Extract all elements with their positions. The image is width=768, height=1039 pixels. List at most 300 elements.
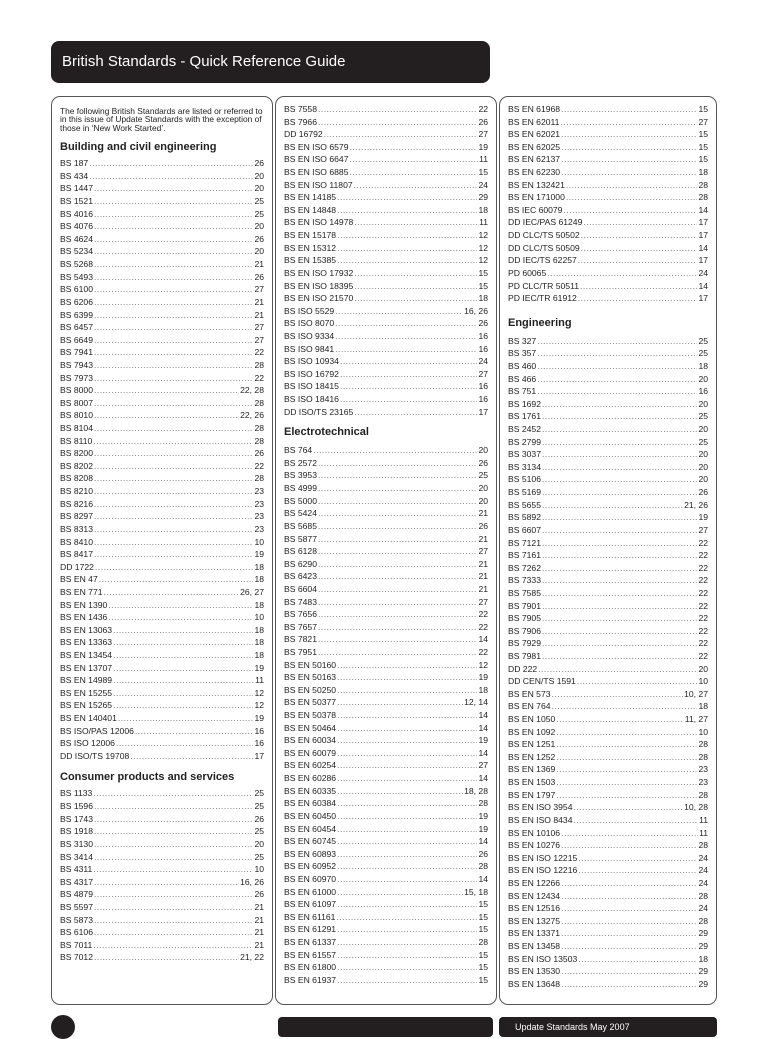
leader-dots xyxy=(561,902,697,915)
list-item xyxy=(284,621,488,634)
leader-dots xyxy=(556,751,697,764)
page-reference: 27 xyxy=(698,524,708,535)
list-item xyxy=(284,646,488,659)
standard-code: DD CEN/TS 1591 xyxy=(508,676,576,687)
page-reference: 15 xyxy=(478,962,488,973)
list-item xyxy=(284,747,488,760)
standard-code: BS 3953 xyxy=(284,470,317,481)
leader-dots xyxy=(324,128,478,141)
leader-dots xyxy=(577,675,698,688)
page-reference: 21 xyxy=(478,558,488,569)
page-reference: 22 xyxy=(698,638,708,649)
list-item xyxy=(284,128,488,141)
standard-code: BS EN 60745 xyxy=(284,836,337,847)
page-reference: 19 xyxy=(254,713,264,724)
leader-dots xyxy=(318,482,477,495)
list-item xyxy=(284,317,488,330)
list-item xyxy=(284,936,488,949)
page-reference: 23 xyxy=(254,498,264,509)
leader-dots xyxy=(94,536,253,549)
list-item xyxy=(508,254,708,267)
list-item xyxy=(508,890,708,903)
standard-code: BS 1743 xyxy=(60,813,93,824)
list-item xyxy=(508,726,708,739)
list-item xyxy=(60,548,264,561)
standard-code: BS EN 1092 xyxy=(508,726,556,737)
page-reference: 23 xyxy=(254,523,264,534)
page-reference: 15 xyxy=(698,154,708,165)
list-item xyxy=(284,191,488,204)
page-reference: 21 xyxy=(478,583,488,594)
leader-dots xyxy=(337,823,477,836)
standard-code: BS ISO 18416 xyxy=(284,394,339,405)
page-reference: 20 xyxy=(254,221,264,232)
list-item xyxy=(508,915,708,928)
standard-code: BS EN 61557 xyxy=(284,949,337,960)
list-item xyxy=(60,573,264,586)
list-item xyxy=(508,688,708,701)
page-reference: 26 xyxy=(478,520,488,531)
leader-dots xyxy=(542,637,697,650)
standard-code: BS ISO 18415 xyxy=(284,381,339,392)
page-reference: 27 xyxy=(698,116,708,127)
leader-dots xyxy=(561,940,697,953)
page-reference: 10 xyxy=(254,864,264,875)
list-item xyxy=(284,229,488,242)
leader-dots xyxy=(561,978,697,991)
leader-dots xyxy=(556,776,697,789)
standard-code: BS ISO 9334 xyxy=(284,330,335,341)
standard-code: BS 8104 xyxy=(60,423,93,434)
leader-dots xyxy=(104,586,240,599)
leader-dots xyxy=(542,423,697,436)
column-2 xyxy=(275,96,497,1005)
list-item xyxy=(284,785,488,798)
standard-code: BS IEC 60079 xyxy=(508,204,563,215)
page-reference: 22 xyxy=(698,550,708,561)
list-item xyxy=(60,825,264,838)
standard-code: BS ISO 16792 xyxy=(284,368,339,379)
standard-code: BS 5493 xyxy=(60,271,93,282)
page-reference: 22 xyxy=(254,372,264,383)
list-item xyxy=(60,296,264,309)
standard-code: BS 7585 xyxy=(508,587,541,598)
page-reference: 27 xyxy=(254,284,264,295)
list-item xyxy=(284,216,488,229)
standard-code: BS 6423 xyxy=(284,571,317,582)
leader-dots xyxy=(94,296,253,309)
standard-code: BS 7483 xyxy=(284,596,317,607)
list-item xyxy=(60,208,264,221)
leader-dots xyxy=(94,548,253,561)
leader-dots xyxy=(354,292,477,305)
list-item xyxy=(508,128,708,141)
leader-dots xyxy=(542,524,697,537)
page-reference: 28 xyxy=(254,435,264,446)
leader-dots xyxy=(318,633,477,646)
list-item xyxy=(508,499,708,512)
page-reference: 20 xyxy=(478,483,488,494)
page-reference: 26 xyxy=(254,158,264,169)
leader-dots xyxy=(560,116,697,129)
list-item xyxy=(508,650,708,663)
list-item xyxy=(508,902,708,915)
page-reference: 20 xyxy=(698,373,708,384)
standard-code: BS EN 61161 xyxy=(284,911,336,922)
standard-code: BS EN 62230 xyxy=(508,167,561,178)
list-item xyxy=(60,662,264,675)
leader-dots xyxy=(94,182,253,195)
list-item xyxy=(60,586,264,599)
page-reference: 25 xyxy=(254,826,264,837)
standard-code: BS EN ISO 13503 xyxy=(508,953,578,964)
page-reference: 19 xyxy=(254,549,264,560)
list-item xyxy=(508,814,708,827)
page-reference: 21 xyxy=(254,939,264,950)
page-reference: 12, 14 xyxy=(464,697,488,708)
leader-dots xyxy=(542,461,697,474)
page-reference: 22 xyxy=(698,600,708,611)
standard-code: BS 1521 xyxy=(60,196,93,207)
leader-dots xyxy=(94,384,239,397)
standard-code: BS EN ISO 12215 xyxy=(508,852,578,863)
leader-dots xyxy=(561,927,697,940)
standard-code: BS 8000 xyxy=(60,385,93,396)
list-item xyxy=(508,216,708,229)
standard-code: BS EN 61968 xyxy=(508,104,561,114)
leader-dots xyxy=(574,814,699,827)
list-item xyxy=(508,537,708,550)
page-reference: 14 xyxy=(478,873,488,884)
page-number-badge xyxy=(51,1015,75,1039)
list-item xyxy=(508,166,708,179)
page-reference: 21 xyxy=(254,914,264,925)
leader-dots xyxy=(561,103,697,116)
leader-dots xyxy=(94,838,253,851)
page-reference: 25 xyxy=(698,436,708,447)
leader-dots xyxy=(340,393,477,406)
leader-dots xyxy=(561,877,697,890)
page-reference: 29 xyxy=(698,941,708,951)
page-reference: 28 xyxy=(698,192,708,203)
list-item xyxy=(60,384,264,397)
list-item xyxy=(508,713,708,726)
leader-dots xyxy=(337,242,477,255)
leader-dots xyxy=(108,611,253,624)
list-item xyxy=(284,709,488,722)
standard-code: BS EN 62025 xyxy=(508,141,561,152)
standard-code: BS 5268 xyxy=(60,259,93,270)
list-item xyxy=(508,473,708,486)
standard-code: PD 60065 xyxy=(508,267,547,278)
page-reference: 18, 28 xyxy=(464,785,488,796)
page-reference: 20 xyxy=(478,445,488,456)
entries-col3-top xyxy=(508,103,708,305)
standard-code: BS 3037 xyxy=(508,449,541,460)
standard-code: DD CLC/TS 50502 xyxy=(508,230,580,241)
page-reference: 24 xyxy=(698,877,708,888)
list-item xyxy=(60,359,264,372)
list-item xyxy=(284,848,488,861)
page-reference: 18 xyxy=(698,953,708,964)
page-reference: 14 xyxy=(698,204,708,215)
list-item xyxy=(284,343,488,356)
standard-code: BS 4624 xyxy=(60,233,93,244)
leader-dots xyxy=(113,624,253,637)
standard-code: BS 1447 xyxy=(60,183,93,194)
list-item xyxy=(60,939,264,952)
leader-dots xyxy=(94,523,253,536)
list-item xyxy=(60,674,264,687)
page-reference: 15 xyxy=(478,899,488,910)
list-item xyxy=(508,827,708,840)
list-item xyxy=(508,347,708,360)
standard-code: BS EN 13454 xyxy=(60,649,113,660)
leader-dots xyxy=(542,436,697,449)
page-reference: 25 xyxy=(698,335,708,346)
leader-dots xyxy=(318,495,477,508)
page-reference: 26 xyxy=(478,318,488,329)
leader-dots xyxy=(337,671,477,684)
standard-code: BS 187 xyxy=(60,158,89,169)
list-item xyxy=(508,436,708,449)
page-reference: 21 xyxy=(254,901,264,912)
leader-dots xyxy=(318,520,477,533)
page-reference: 14 xyxy=(478,710,488,721)
page-reference: 23 xyxy=(698,777,708,788)
list-item xyxy=(508,179,708,192)
list-item xyxy=(284,305,488,318)
standard-code: BS 4999 xyxy=(284,483,317,494)
leader-dots xyxy=(94,510,253,523)
leader-dots xyxy=(94,851,253,864)
list-item xyxy=(284,116,488,129)
page-reference: 22 xyxy=(698,537,708,548)
leader-dots xyxy=(537,347,697,360)
standard-code: BS EN 1503 xyxy=(508,777,556,788)
list-item xyxy=(60,472,264,485)
page-reference: 18 xyxy=(254,599,264,610)
leader-dots xyxy=(561,839,697,852)
leader-dots xyxy=(581,229,698,242)
standard-code: BS EN ISO 21570 xyxy=(284,293,354,304)
leader-dots xyxy=(108,599,253,612)
leader-dots xyxy=(94,800,253,813)
leader-dots xyxy=(337,229,477,242)
leader-dots xyxy=(89,170,253,183)
standard-code: BS 5655 xyxy=(508,499,541,510)
standard-code: BS 7905 xyxy=(508,613,541,624)
standard-code: BS EN 14848 xyxy=(284,204,337,215)
leader-dots xyxy=(94,283,253,296)
list-item xyxy=(284,280,488,293)
leader-dots xyxy=(94,208,253,221)
page-reference: 17 xyxy=(698,230,708,241)
list-item xyxy=(60,435,264,448)
list-item xyxy=(508,953,708,966)
page-reference: 26 xyxy=(254,271,264,282)
page-reference: 26 xyxy=(698,487,708,498)
list-item xyxy=(60,750,264,763)
standard-code: BS EN 50377 xyxy=(284,697,337,708)
list-item xyxy=(284,482,488,495)
leader-dots xyxy=(337,204,477,217)
list-item xyxy=(60,321,264,334)
page-reference: 26 xyxy=(254,813,264,824)
list-item xyxy=(60,258,264,271)
standard-code: BS EN 1797 xyxy=(508,789,556,800)
page-reference: 16, 26 xyxy=(240,876,264,887)
list-item xyxy=(60,712,264,725)
list-item xyxy=(508,587,708,600)
list-item xyxy=(284,533,488,546)
standard-code: BS ISO 9841 xyxy=(284,343,335,354)
page-reference: 22 xyxy=(478,646,488,657)
standard-code: BS 6106 xyxy=(60,927,93,938)
list-item xyxy=(284,267,488,280)
page-reference: 17 xyxy=(254,750,264,761)
footer-label: Update Standards May 2007 xyxy=(499,1017,717,1037)
list-item xyxy=(60,838,264,851)
leader-dots xyxy=(94,876,239,889)
list-item xyxy=(508,965,708,978)
standard-code: BS EN 764 xyxy=(508,701,551,712)
leader-dots xyxy=(318,545,477,558)
standard-code: BS 7906 xyxy=(508,625,541,636)
page-reference: 19 xyxy=(698,512,708,523)
list-item xyxy=(508,625,708,638)
leader-dots xyxy=(578,852,697,865)
standard-code: BS EN 61000 xyxy=(284,886,337,897)
page-reference: 15 xyxy=(478,267,488,278)
page-reference: 15 xyxy=(478,280,488,291)
list-item xyxy=(60,372,264,385)
list-item xyxy=(508,116,708,129)
leader-dots xyxy=(94,409,239,422)
page-reference: 18 xyxy=(698,701,708,712)
leader-dots xyxy=(354,216,478,229)
page-reference: 12 xyxy=(254,700,264,711)
standard-code: BS EN 132421 xyxy=(508,179,565,190)
page-reference: 28 xyxy=(698,890,708,901)
standard-code: BS EN 60450 xyxy=(284,810,337,821)
standard-code: BS 3414 xyxy=(60,851,93,862)
page-reference: 18 xyxy=(478,204,488,215)
leader-dots xyxy=(337,772,477,785)
list-item xyxy=(284,835,488,848)
standard-code: BS 8208 xyxy=(60,473,93,484)
standard-code: DD 222 xyxy=(508,663,538,674)
standard-code: BS 2799 xyxy=(508,436,541,447)
list-item xyxy=(60,346,264,359)
standard-code: BS 4076 xyxy=(60,221,93,232)
standard-code: DD ISO/TS 19708 xyxy=(60,750,130,761)
leader-dots xyxy=(556,763,697,776)
page-reference: 27 xyxy=(478,546,488,557)
list-item xyxy=(60,245,264,258)
page-reference: 19 xyxy=(478,735,488,746)
standard-code: BS 5685 xyxy=(284,520,317,531)
page-reference: 10 xyxy=(254,536,264,547)
standard-code: DD 1722 xyxy=(60,561,94,572)
leader-dots xyxy=(93,435,253,448)
list-item xyxy=(508,448,708,461)
column-3 xyxy=(499,96,717,1005)
page-reference: 22 xyxy=(254,460,264,471)
entries-consumer xyxy=(60,787,264,964)
page-reference: 16 xyxy=(254,725,264,736)
page-reference: 28 xyxy=(698,915,708,926)
page-reference: 17 xyxy=(698,217,708,228)
list-item xyxy=(60,485,264,498)
leader-dots xyxy=(94,813,253,826)
leader-dots xyxy=(318,507,477,520)
list-item xyxy=(508,373,708,386)
standard-code: BS EN 13530 xyxy=(508,966,561,977)
standard-code: BS EN 61097 xyxy=(284,899,337,910)
list-item xyxy=(508,524,708,537)
leader-dots xyxy=(337,860,477,873)
standard-code: BS 4311 xyxy=(60,864,93,875)
leader-dots xyxy=(542,511,697,524)
page-reference: 29 xyxy=(698,928,708,939)
list-item xyxy=(508,242,708,255)
leader-dots xyxy=(336,911,477,924)
page-reference: 16 xyxy=(478,330,488,341)
page-reference: 26, 27 xyxy=(240,586,264,597)
page-reference: 29 xyxy=(698,978,708,989)
list-item xyxy=(284,974,488,987)
leader-dots xyxy=(537,360,697,373)
list-item xyxy=(60,271,264,284)
page-reference: 22 xyxy=(254,347,264,358)
list-item xyxy=(508,204,708,217)
list-item xyxy=(508,103,708,116)
page-reference: 11 xyxy=(255,675,264,686)
list-item xyxy=(60,787,264,800)
page-reference: 16 xyxy=(478,343,488,354)
list-item xyxy=(508,153,708,166)
leader-dots xyxy=(542,612,697,625)
page-reference: 14 xyxy=(478,773,488,784)
page-reference: 25 xyxy=(698,411,708,422)
leader-dots xyxy=(542,549,697,562)
page-reference: 17 xyxy=(698,255,708,266)
page-reference: 21, 22 xyxy=(240,952,264,963)
page-reference: 28 xyxy=(254,473,264,484)
list-item xyxy=(284,355,488,368)
standard-code: BS 3130 xyxy=(60,838,93,849)
page-reference: 16 xyxy=(478,394,488,405)
leader-dots xyxy=(318,646,477,659)
list-item xyxy=(508,461,708,474)
standard-code: BS EN 15312 xyxy=(284,242,337,253)
leader-dots xyxy=(94,309,253,322)
leader-dots xyxy=(537,373,697,386)
standard-code: BS 6604 xyxy=(284,583,317,594)
page-reference: 15 xyxy=(698,104,708,114)
page-reference: 14 xyxy=(478,836,488,847)
list-item xyxy=(284,558,488,571)
list-item xyxy=(60,813,264,826)
standard-code: BS 6206 xyxy=(60,296,93,307)
page-reference: 22, 26 xyxy=(240,410,264,421)
list-item xyxy=(284,469,488,482)
standard-code: BS EN 60335 xyxy=(284,785,337,796)
page-title: British Standards - Quick Reference Guide xyxy=(51,41,490,83)
list-item xyxy=(60,510,264,523)
list-item xyxy=(60,800,264,813)
